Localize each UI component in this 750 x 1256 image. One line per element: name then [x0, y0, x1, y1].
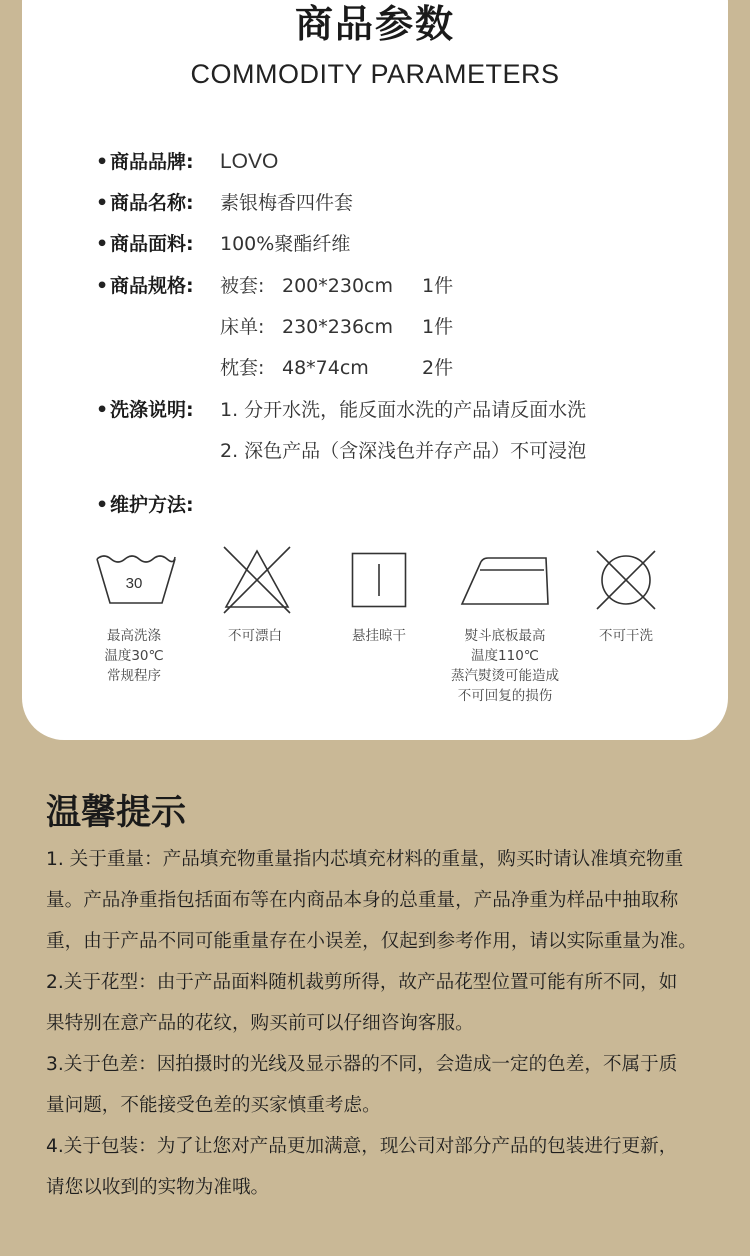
spec-label: 商品规格:	[110, 275, 194, 297]
no-bleach-caption: 不可漂白	[228, 628, 282, 644]
name-label: 商品名称:	[110, 192, 194, 214]
spec-qty: 1件	[422, 316, 454, 338]
tip-line: 2.关于花型：由于产品面料随机裁剪所得，故产品花型位置可能有所不同，如	[46, 972, 678, 993]
spec-size: 200*230cm	[282, 275, 393, 297]
tip-line: 3.关于色差：因拍摄时的光线及显示器的不同，会造成一定的色差，不属于质	[46, 1054, 678, 1075]
tip-line: 量。产品净重指包括面布等在内商品本身的总重量，产品净重为样品中抽取称	[46, 890, 679, 911]
iron-caption: 熨斗底板最高 温度110℃ 蒸汽熨烫可能造成 不可回复的损伤	[451, 628, 559, 704]
spec-size: 48*74cm	[282, 357, 369, 379]
hang-dry-caption: 悬挂晾干	[352, 628, 406, 644]
wash-temp-number: 30	[125, 575, 143, 592]
spec-qty: 1件	[422, 275, 454, 297]
no-bleach-icon	[222, 545, 292, 615]
spec-size: 230*236cm	[282, 316, 393, 338]
washing-line: 2. 深色产品（含深浅色并存产品）不可浸泡	[220, 440, 587, 462]
wash-caption: 最高洗涤 温度30℃ 常规程序	[104, 628, 164, 684]
brand-value: LOVO	[220, 150, 279, 173]
iron-icon	[460, 554, 550, 608]
tip-line: 请您以收到的实物为准哦。	[46, 1177, 270, 1198]
page-subtitle: COMMODITY PARAMETERS	[190, 59, 560, 89]
spec-item: 被套:	[220, 275, 265, 297]
tip-line: 量问题，不能接受色差的买家慎重考虑。	[46, 1095, 381, 1116]
no-dry-clean-caption: 不可干洗	[599, 628, 653, 644]
tip-line: 重，由于产品不同可能重量存在小误差，仅起到参考作用，请以实际重量为准。	[46, 931, 697, 952]
care-label: 维护方法:	[110, 494, 194, 516]
bullet: •	[96, 233, 109, 255]
no-dry-clean-icon	[594, 548, 658, 612]
brand-label: 商品品牌:	[110, 151, 194, 173]
fabric-label: 商品面料:	[110, 233, 194, 255]
spec-item: 枕套:	[220, 357, 265, 379]
tip-line: 1. 关于重量：产品填充物重量指内芯填充材料的重量，购买时请认准填充物重	[46, 849, 684, 870]
spec-item: 床单:	[220, 316, 265, 338]
tip-line: 果特别在意产品的花纹，购买前可以仔细咨询客服。	[46, 1013, 474, 1034]
bullet: •	[96, 192, 109, 214]
washing-line: 1. 分开水洗，能反面水洗的产品请反面水洗	[220, 399, 587, 421]
tips-title: 温馨提示	[46, 793, 187, 833]
tip-line: 4.关于包装：为了让您对产品更加满意，现公司对部分产品的包装进行更新，	[46, 1136, 678, 1157]
washing-label: 洗涤说明:	[110, 399, 194, 421]
bullet: •	[96, 494, 109, 516]
name-value: 素银梅香四件套	[220, 192, 354, 214]
spec-qty: 2件	[422, 357, 454, 379]
fabric-value: 100%聚酯纤维	[220, 233, 351, 255]
wash-30-icon	[94, 545, 178, 609]
bullet: •	[96, 275, 109, 297]
hang-dry-icon	[351, 552, 407, 608]
page-title: 商品参数	[294, 2, 455, 46]
bullet: •	[96, 399, 109, 421]
bullet: •	[96, 151, 109, 173]
